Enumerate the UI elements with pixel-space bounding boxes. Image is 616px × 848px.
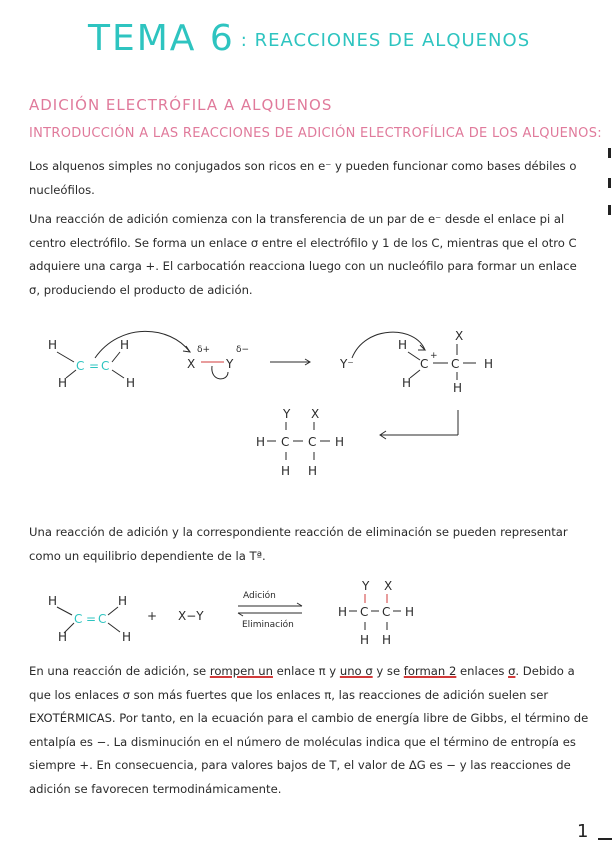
underlined-term: rompen un [209,664,273,678]
atom-h: H [484,357,494,371]
atom-c: C [76,359,85,373]
atom-h: H [308,464,318,478]
double-bond: = [86,612,97,626]
underlined-term: σ [508,664,516,678]
edge-mark [598,838,612,840]
paragraph-mechanism: Una reacción de adición comienza con la transferencia de un par de e⁻ desde el enlace pi al centro electrófilo. Se forma un enlace σ entre el electrófilo y 1 de los C, mientras que el otro C adquiere una carga +. El carbocatión reacciona luego con un nucleófilo para formar un enlace σ, produciendo el producto de adición. [29,212,577,297]
atom-h: H [281,464,291,478]
atom-y: Y [362,579,370,593]
paragraph-intro: Los alquenos simples no conjugados son ricos en e⁻ y pueden funcionar como bases débiles o nucleófilos. [29,159,577,197]
title-main: TEMA 6 [88,18,235,59]
paragraph-thermodynamics [29,660,589,801]
positive-charge: + [430,351,438,361]
text-run: En una reacción de adición, se [29,664,210,678]
delta-plus: δ+ [197,345,211,355]
atom-y: Y [283,407,291,421]
plus-sign: + [147,609,158,623]
atom-h: H [398,338,408,352]
atom-c: C [98,612,107,626]
atom-x: X [455,330,464,343]
atom-h: H [58,376,68,390]
nucleophile: Y⁻ [340,357,354,371]
atom-c: C [382,605,391,619]
arrow-label-elimination: Eliminación [242,620,294,630]
atom-c: C [360,605,369,619]
atom-h: H [58,630,68,644]
atom-h: H [126,376,136,390]
atom-c: C [281,435,290,449]
section-heading: ADICIÓN ELECTRÓFILA A ALQUENOS [29,96,333,114]
atom-c: C [308,435,317,449]
paragraph-equilibrium: Una reacción de adición y la correspondiente reacción de eliminación se pueden representar como un equilibrio dependiente de la Tª. [29,525,568,563]
edge-mark [608,148,611,158]
text-run: enlace π y [272,664,340,678]
atom-x: X [384,579,393,593]
atom-h: H [338,605,348,619]
atom-h: H [382,633,392,647]
arrow-label-addition: Adición [243,591,276,601]
atom-h: H [48,338,58,352]
atom-c: C [74,612,83,626]
edge-mark [608,205,611,215]
atom-x: X [311,407,320,421]
atom-x: X [187,357,196,371]
title-subtitle: : REACCIONES DE ALQUENOS [240,29,531,51]
text-run: y se [372,664,404,678]
reagent-xy: X−Y [178,609,204,623]
atom-h: H [402,376,412,390]
atom-c: C [451,357,460,371]
underlined-term: forman 2 [403,664,457,678]
atom-c: C [420,357,429,371]
atom-h: H [120,338,130,352]
subsection-heading: INTRODUCCIÓN A LAS REACCIONES DE ADICIÓN ELECTROFÍLICA DE LOS ALQUENOS: [29,126,602,141]
atom-h: H [453,381,463,395]
double-bond: = [89,359,100,373]
atom-h: H [118,594,128,608]
edge-mark [608,178,611,188]
text-run: enlaces [456,664,509,678]
text-run: . Debido a que los enlaces σ son más fuertes que los enlaces π, las reacciones de adición suelen ser EXOTÉRMICAS. Por tanto, en la ecuación para el cambio de energía libre de Gibbs, el término de entalpía es −. La disminución en el número de moléculas indica que el término de entropía es siempre +. En consecuencia, para valores bajos de T, el valor de ΔG es − y las reacciones de adición se favorecen termodinámicamente. [29,664,589,796]
delta-minus: δ− [236,345,250,355]
atom-h: H [405,605,415,619]
underlined-term: uno σ [339,664,373,678]
atom-h: H [122,630,132,644]
page-title [88,18,530,59]
page-number: 1 [577,821,589,842]
equilibrium-scheme [0,578,616,658]
atom-c: C [101,359,110,373]
mechanism-scheme [0,330,616,490]
atom-y: Y [226,357,234,371]
atom-h: H [48,594,58,608]
atom-h: H [335,435,345,449]
atom-h: H [360,633,370,647]
atom-h: H [256,435,266,449]
